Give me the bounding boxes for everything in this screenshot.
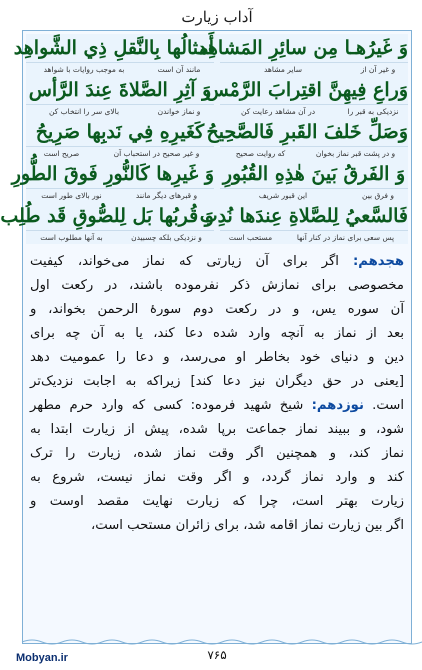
verse-gloss [220,188,408,203]
text-run: شیخ شهید فرموده: کسی که وارد حرم مطهر [30,398,304,413]
gloss-word: و غیر آن از [360,65,396,74]
gloss-word: صریح است [43,149,80,158]
text-line: آن سوره یس، و در رکعت دوم سورهٔ الرحمن بخواند، و [30,302,404,317]
gloss-word: مانند آن است [157,65,201,74]
verse-hemistich-left [13,34,214,76]
verse-hemistich-right [197,34,408,76]
text-line [30,394,404,418]
decorative-wave-border [22,638,412,646]
verse-row [13,34,408,76]
gloss-word: سایر مشاهد [263,65,303,74]
gloss-word: که روایت صحیح [235,149,286,158]
gloss-word: و نزدیکی بلکه چسبیدن [131,233,202,242]
verse-hemistich-left [11,160,214,202]
verse-arabic: وَراعِ فِيهِنَّ اقتِرابَ الرَّمْس [205,79,408,101]
gloss-word: در آن مشاهد رعایت کن [240,107,316,116]
site-watermark[interactable]: Mobyan.ir [16,652,68,664]
verse-gloss [220,62,408,77]
verse-row [11,160,408,202]
gloss-word: این قبور شریف [258,191,308,200]
verse-hemistich-left [26,76,214,118]
verse-gloss [26,230,214,245]
verse-row [26,118,408,160]
page-number: ۷۶۵ [207,648,227,662]
verse-gloss [220,146,408,161]
verse-arabic: فَالسَّعيُ لِلصَّلاةِ عِندَها نُدِب [199,205,408,227]
page-title: آداب زیارت [181,8,253,26]
verse-hemistich-right [220,160,408,202]
verse-gloss [26,146,214,161]
text-run: اگر برای آن زیارتی که نماز می‌خواند، کیفیت [30,254,339,269]
gloss-word: به موجب روایات با شواهد [43,65,125,74]
gloss-word: مستحب است [228,233,273,242]
section-heading: نوزدهم: [311,398,364,413]
verse-arabic: وَصَلِّ خَلفَ القَبرِ فَالصَّحِيحُ [206,121,408,143]
verse-gloss [220,230,408,245]
verse-row [26,76,408,118]
gloss-word: نور بالای طور است [41,191,102,200]
verse-gloss [26,104,214,119]
text-line: کند و وارد نماز گردد، و اگر وقت نماز نیست، شروع به [30,470,404,485]
text-line: اگر بین زیارت نماز اقامه شد، برای زائران مستحب است، [91,518,404,533]
gloss-word: به آنها مطلوب است [40,233,103,242]
verse-gloss [26,62,214,77]
verse-gloss [26,188,214,203]
gloss-word: و قبرهای دیگر مانند [135,191,198,200]
gloss-word: و در پشت قبر نماز بخوان [315,149,396,158]
verse-arabic: وَ غَيرِها كَالنُّورِ فَوقَ الطُّورِ [11,163,214,185]
section-heading: هجدهم: [352,254,404,269]
commentary-text [30,250,404,635]
verse-hemistich-right [199,202,408,244]
verse-arabic: وَ قُربُها بَل لِلصُّوقِ قَد طُلِب [0,205,214,227]
text-line: مخصوصی برای نمازش ذکر نفرموده باشند، در رکعت اول [30,278,404,293]
text-line: شود، و ببیند نماز جماعت برپا شده، پیش از زیارت ابتدا به [30,422,404,437]
text-line: [یعنی در حق دیگران نیز دعا کند] زیراکه به اجابت نزدیک‌تر [30,374,404,389]
gloss-word: نزدیکی به قبر را [347,107,399,116]
text-run: است. [372,398,404,413]
verse-arabic: أَمثالُها بِالنَّقلِ ذِي الشَّواهِد [13,37,214,59]
gloss-word: و فرق بین [362,191,394,200]
verse-row [0,202,408,244]
text-line: زیارت بهتر است، چرا که زیارت نهایت مقصد اوست و [30,494,404,509]
verse-hemistich-right [205,76,408,118]
text-line: بعد از نماز به آنچه وارد شده دعا کند، یا به آن چه برای [30,326,404,341]
gloss-word: و غیر صحیح در استحباب آن [113,149,200,158]
verse-arabic: وَ غَيرُهـا مِن سائِرِ المَشاهِد [197,37,408,59]
gloss-word: بالای سر را انتخاب کن [48,107,120,116]
verse-hemistich-right [206,118,408,160]
verse-hemistich-left [26,118,214,160]
verse-block [0,34,408,244]
text-line: دین و دنیای خود بخاطر او می‌رسد، و دعا را عمومیت دهد [30,350,404,365]
verse-arabic: وَ آثِرِ الصَّلاةَ عِندَ الرَّأس [28,79,212,101]
gloss-word: و نماز خواندن [157,107,201,116]
text-line: نماز کند، و همچنین اگر وقت نماز شده، زیارت را ترک [30,446,404,461]
verse-hemistich-left [0,202,214,244]
gloss-word: پس سعی برای نماز در کنار آنها [296,233,395,242]
verse-arabic: وَ الفَرقُ بَينَ هٰذِهِ القُبُورِ [222,163,406,185]
text-line [30,250,404,274]
verse-arabic: كَغَيرِهِ فِي نَدبِها صَرِيحُ [35,121,205,143]
verse-gloss [220,104,408,119]
